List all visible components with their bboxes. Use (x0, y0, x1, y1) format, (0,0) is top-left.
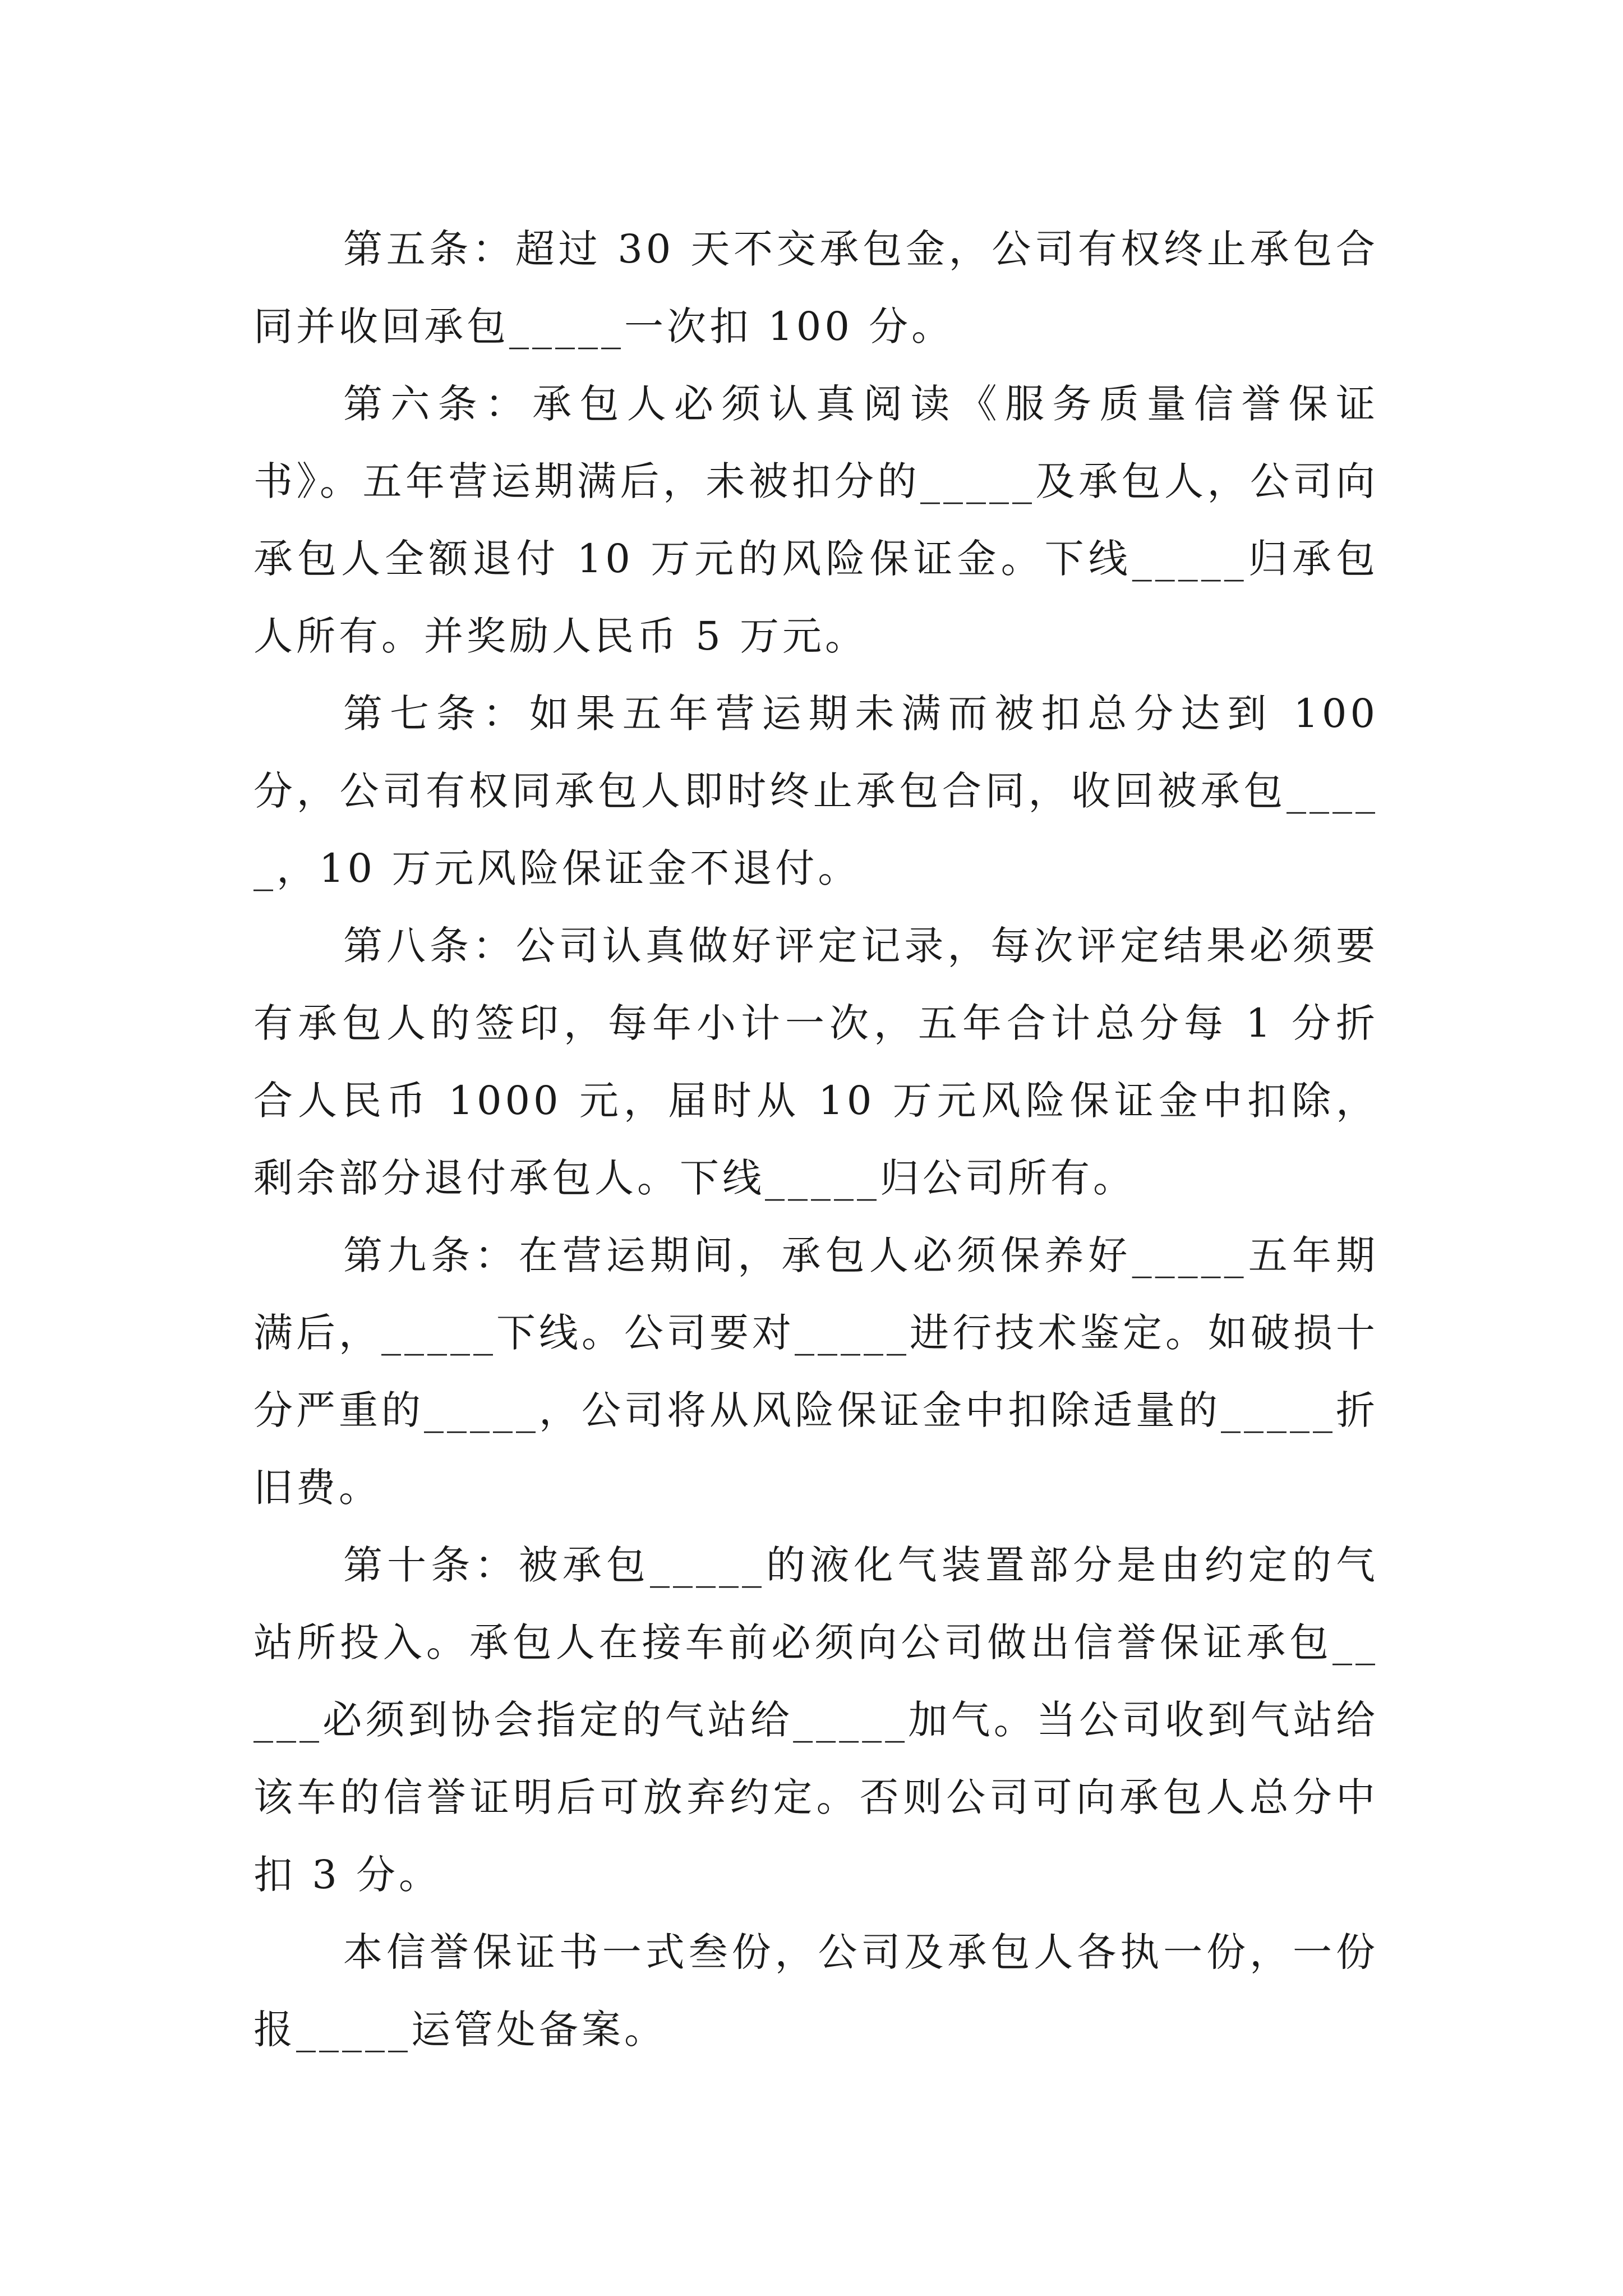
article-6-paragraph: 第六条：承包人必须认真阅读《服务质量信誉保证书》。五年营运期满后，未被扣分的_____及承包人，公司向承包人全额退付 10 万元的风险保证金。下线_____归承包人所有。并奖励人民币 5 万元。 (253, 381, 1378, 659)
article-8-paragraph: 第八条：公司认真做好评定记录，每次评定结果必须要有承包人的签印，每年小计一次，五年合计总分每 1 分折合人民币 1000 元，届时从 10 万元风险保证金中扣除，剩余部分退付承包人。下线_____归公司所有。 (253, 923, 1378, 1201)
article-5-paragraph: 第五条：超过 30 天不交承包金，公司有权终止承包合同并收回承包_____一次扣 100 分。 (253, 226, 1378, 349)
document-body (253, 210, 1395, 2068)
closing-paragraph: 本信誉保证书一式叁份，公司及承包人各执一份，一份报_____运管处备案。 (253, 1929, 1378, 2053)
article-7-paragraph: 第七条：如果五年营运期未满而被扣总分达到 100 分，公司有权同承包人即时终止承包合同，收回被承包_____，10 万元风险保证金不退付。 (253, 691, 1395, 891)
article-9-paragraph: 第九条：在营运期间，承包人必须保养好_____五年期满后，_____下线。公司要对_____进行技术鉴定。如破损十分严重的_____，公司将从风险保证金中扣除适量的_____折旧费。 (253, 1232, 1378, 1511)
article-10-paragraph: 第十条：被承包_____的液化气装置部分是由约定的气站所投入。承包人在接车前必须向公司做出信誉保证承包_____必须到协会指定的气站给_____加气。当公司收到气站给该车的信誉证明后可放弃约定。否则公司可向承包人总分中扣 3 分。 (253, 1542, 1378, 1898)
